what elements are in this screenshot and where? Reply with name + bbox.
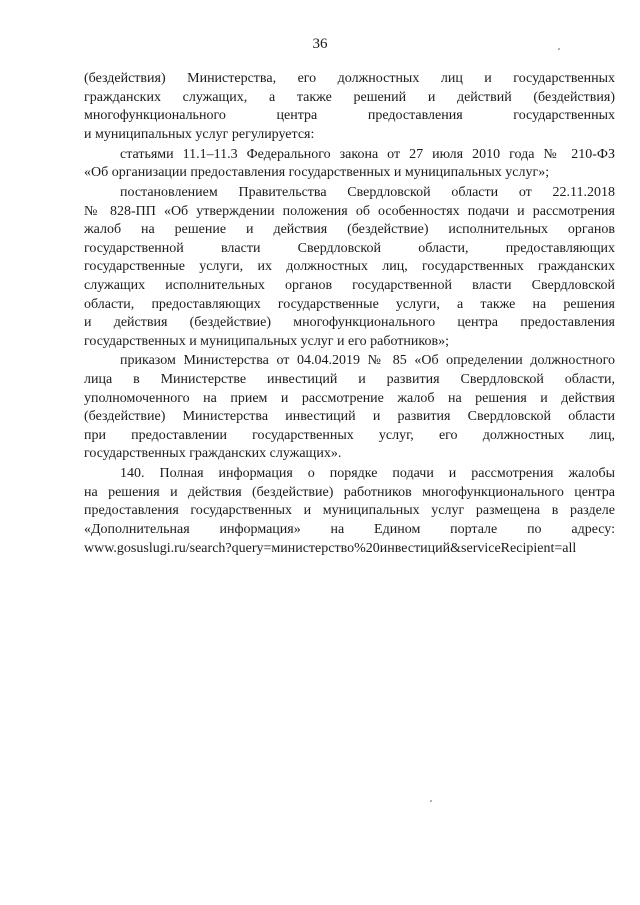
text-line: при предоставлении государственных услуг, его должностных лиц, [84,427,615,443]
text-line: государственных гражданских служащих». [84,446,342,462]
scan-speck [558,48,560,50]
text-line: «Об организации предоставления государственных и муниципальных услуг»; [84,165,550,181]
text-line: гражданских служащих, а также решений и действий (бездействия) [84,89,615,105]
text-line: многофункционального центра предоставления государственных [84,108,615,124]
text-line: www.gosuslugi.ru/search?query=министерство%20инвестиций&serviceRecipient=all [84,540,577,556]
scan-speck [430,800,432,802]
text-line: приказом Министерства от 04.04.2019 № 85 «Об определении должностного [120,353,615,369]
text-line: предоставления государственных и муниципальных услуг размещена в разделе [84,503,615,519]
text-line: № 828-ПП «Об утверждении положения об особенностях подачи и рассмотрения [84,203,615,219]
text-line: государственные услуги, их должностных лиц, государственных гражданских [84,259,615,275]
paragraph-federal-law [84,146,615,183]
paragraph-ministry-order [84,352,615,464]
text-line: «Дополнительная информация» на Едином портале по адресу: [84,522,615,537]
text-line: и действия (бездействие) многофункционального центра предоставления [84,315,615,331]
paragraph-140 [84,465,615,558]
text-line: служащих исполнительных органов государственной власти Свердловской [84,277,615,293]
text-line: лица в Министерстве инвестиций и развития Свердловской области, [84,372,615,388]
text-line: постановлением Правительства Свердловской области от 22.11.2018 [120,184,615,200]
text-line: статьями 11.1–11.3 Федерального закона от 27 июля 2010 года № 210-ФЗ [120,146,615,162]
text-line: жалоб на решение и действия (бездействие) исполнительных органов [84,222,615,238]
text-line: 140. Полная информация о порядке подачи и рассмотрения жалобы [120,466,615,482]
text-line: уполномоченного на прием и рассмотрение жалоб на решения и действия [84,390,615,406]
text-line: государственной власти Свердловской области, предоставляющих [84,240,615,256]
text-line: на решения и действия (бездействие) работников многофункционального центра [84,484,615,500]
text-line: и муниципальных услуг регулируется: [84,126,315,142]
page-number: 36 [312,36,328,52]
text-line: (бездействия) Министерства, его должностных лиц и государственных [84,71,615,86]
paragraph-continuation [84,70,615,144]
text-line: (бездействие) Министерства инвестиций и развития Свердловской области [84,409,615,425]
paragraph-government-resolution [84,184,615,351]
body-text [84,70,615,558]
text-line: области, предоставляющих государственные услуги, а также на решения [84,296,615,312]
text-line: государственных и муниципальных услуг и его работников»; [84,333,449,349]
